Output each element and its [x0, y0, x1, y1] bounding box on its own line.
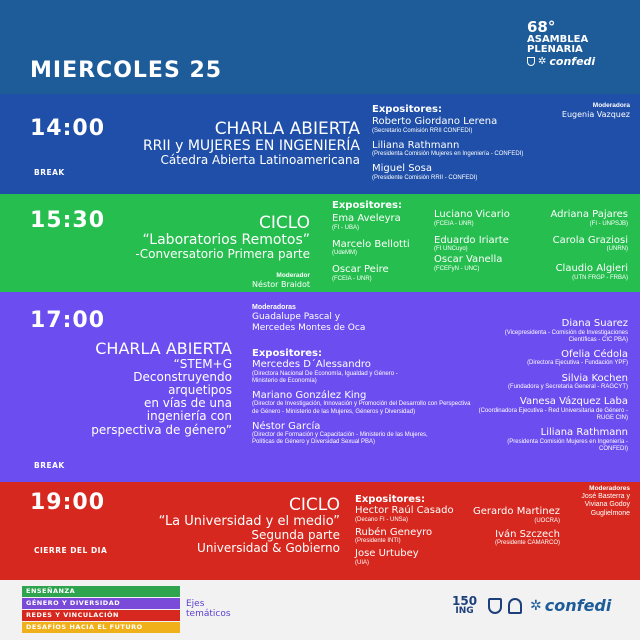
session-time: 14:00: [30, 116, 106, 141]
session-title: [32, 340, 232, 437]
speaker: [372, 140, 562, 159]
session-1400: [0, 94, 640, 194]
speakers-label: Expositores:: [355, 494, 426, 505]
speakers-right: [478, 318, 628, 453]
speaker: [470, 529, 560, 548]
moderator-name: José Basterra y: [581, 492, 630, 500]
speaker-role: (FI UNCuyo): [434, 246, 468, 253]
logo-150-ing: [452, 596, 477, 615]
title-line-1: CHARLA ABIERTA: [95, 339, 232, 358]
speaker: [528, 235, 628, 254]
speaker-role: (Director de Investigación, Innovación y Promoción del Desarrollo con Perspectiva de Género - Ministerio de las Mujeres, Géneros y Diversidad): [252, 401, 471, 415]
session-1530: [0, 194, 640, 292]
session-title: [80, 496, 340, 555]
moderator-name: Néstor Braidot: [252, 279, 310, 289]
speaker-name: Oscar Vanella: [434, 254, 503, 266]
title-line-1: CICLO: [289, 495, 340, 515]
speaker-role: (UdeMM): [332, 250, 357, 257]
logo-150-text: ING: [455, 605, 474, 616]
theme-gender: GÉNERO Y DIVERSIDAD: [22, 598, 180, 609]
speaker-role: (Directora Nacional De Economía, Igualdad y Género - Ministerio de Economía): [252, 370, 398, 384]
speaker-role: (FCEIA - UNR): [434, 220, 474, 227]
moderators: [581, 485, 630, 518]
speaker-name: Oscar Peire: [332, 264, 389, 276]
session-time: 17:00: [30, 308, 106, 333]
logo-line1: ASAMBLEA: [527, 34, 589, 45]
session-1900: [0, 482, 640, 580]
star-icon: ✲: [538, 55, 547, 67]
speaker-role: (Directora Ejecutiva - Fundación YPF): [527, 360, 628, 367]
title-line-4: arquetipos: [168, 382, 232, 397]
moderator-name: Guglielmone: [590, 509, 630, 517]
speaker-role: (UNRN): [606, 246, 628, 253]
moderator: [562, 102, 630, 119]
header-band: [0, 0, 640, 94]
speaker-role: (FI - UBA): [332, 224, 359, 231]
moderator-name: Eugenia Vazquez: [561, 109, 630, 119]
speaker-role: (Presidente INTI): [355, 538, 401, 545]
session-title: [50, 214, 310, 261]
speakers-col-1: [355, 494, 475, 567]
speakers-col-2: [434, 209, 534, 273]
speaker-name: Mariano González King: [252, 389, 367, 401]
logo-150-number: 150: [452, 594, 478, 608]
session-title: [60, 120, 360, 167]
speaker-role: (Secretario Comisión RRII CONFEDI): [372, 127, 473, 134]
close-label: CIERRE DEL DIA: [34, 546, 108, 555]
moderator: [252, 272, 310, 289]
theme-teaching: ENSEÑANZA: [22, 586, 180, 597]
shield-icon: [527, 57, 535, 66]
title-line-3: Cátedra Abierta Latinoamericana: [160, 153, 360, 168]
moderator-name: Viviana Godoy: [584, 501, 630, 509]
speakers-label: Expositores:: [252, 348, 323, 359]
session-1700: [0, 292, 640, 482]
session-time: 15:30: [30, 208, 106, 233]
speaker-name: Claudio Algieri: [555, 263, 628, 275]
speaker-name: Ema Aveleyra: [332, 213, 401, 224]
title-line-1: CHARLA ABIERTA: [214, 119, 360, 139]
footer: [0, 580, 640, 640]
speaker-name: Ofelia Cédola: [561, 348, 628, 360]
speaker-role: (Coordinadora Ejecutiva - Red Universitaria de Género - RUGE CIN): [478, 407, 628, 421]
speaker: [434, 209, 534, 228]
speaker: [332, 264, 432, 283]
speaker-name: Gerardo Martinez: [472, 506, 560, 517]
speakers-left: [252, 348, 482, 447]
title-line-6: ingeniería con: [146, 409, 232, 424]
speaker-role: (Fundadora y Secretaria General - RAGCYT): [507, 384, 628, 391]
speaker: [332, 213, 432, 232]
speaker-role: (UOCRA): [534, 517, 560, 524]
speaker-name: Liliana Rathmann: [372, 139, 460, 151]
speaker-name: Néstor García: [252, 420, 321, 432]
title-line-2: “STEM+G: [173, 356, 232, 371]
speaker: [252, 421, 482, 447]
speaker: [372, 163, 562, 182]
event-logo: [527, 20, 627, 67]
speaker-role: (FI - UNPSJB): [589, 220, 628, 227]
moderator-label: Moderadora: [592, 102, 630, 109]
speaker-role: (Decano FI - UNSa): [355, 516, 409, 523]
speaker-name: Jose Urtubey: [355, 548, 419, 560]
logo-brand-text: confedi: [549, 55, 596, 68]
moderator-label: Moderadoras: [252, 304, 296, 311]
break-label: BREAK: [34, 168, 65, 177]
confedi-logo: [530, 596, 611, 615]
session-time: 19:00: [30, 490, 106, 515]
theme-future: DESAFÍOS HACIA EL FUTURO: [22, 622, 180, 633]
speaker-name: Liliana Rathmann: [540, 427, 628, 439]
title-line-3: Deconstruyendo: [133, 369, 232, 384]
moderator-label: Moderador: [276, 272, 310, 279]
speaker: [252, 359, 482, 385]
day-title: MIERCOLES 25: [30, 58, 223, 83]
speaker-name: Eduardo Iriarte: [434, 234, 509, 246]
theme-list: [22, 586, 180, 633]
speaker-role: (Vicepresidenta - Comisión de Investigaciones Científicas - CIC PBA): [504, 329, 628, 343]
speaker: [528, 209, 628, 228]
speaker: [252, 390, 482, 416]
logo-number: 68°: [527, 18, 556, 36]
speaker: [478, 349, 628, 368]
break-label: BREAK: [34, 461, 65, 470]
speaker-role: (FCEIA - UNR): [332, 275, 372, 282]
title-line-1: CICLO: [259, 213, 310, 233]
star-icon: ✲: [530, 597, 542, 614]
title-line-2: “Laboratorios Remotos”: [142, 231, 310, 248]
speaker-name: Vanesa Vázquez Laba: [519, 396, 628, 408]
confedi-logo-text: confedi: [544, 596, 612, 615]
speakers-col-3: [528, 209, 628, 282]
speaker: [478, 396, 628, 422]
speaker-role: (UIA): [355, 559, 369, 566]
speaker-name: Diana Suarez: [561, 318, 628, 329]
speaker-name: Carola Graziosi: [552, 234, 628, 246]
moderator-name: Guadalupe Pascal y: [252, 312, 341, 323]
themes-caption-line: temáticos: [186, 608, 231, 619]
speaker: [372, 116, 562, 135]
speaker: [434, 235, 534, 254]
speaker-name: Rubén Geneyro: [355, 526, 433, 538]
themes-caption-line: Ejes: [186, 599, 205, 609]
speaker: [478, 373, 628, 392]
speaker-name: Adriana Pajares: [550, 209, 628, 220]
speaker-name: Roberto Giordano Lerena: [372, 116, 498, 127]
speakers-label: Expositores:: [372, 104, 443, 115]
speaker-name: Marcelo Bellotti: [332, 238, 410, 250]
speaker: [434, 254, 534, 273]
speaker-role: (Presidente CAMARCO): [494, 540, 560, 547]
university-seal-icon: [488, 598, 502, 614]
speaker: [355, 548, 475, 567]
moderators: [252, 304, 365, 333]
speaker-role: (FCEFyN - UNC): [434, 265, 480, 272]
speakers-label: Expositores:: [332, 200, 403, 211]
speaker-name: Luciano Vicario: [434, 209, 510, 220]
logo-brand: [527, 56, 627, 67]
speaker-name: Miguel Sosa: [372, 163, 433, 175]
title-line-2: RRII y MUJERES EN INGENIERÍA: [142, 137, 360, 154]
speaker: [332, 239, 432, 258]
speaker-name: Mercedes D´Alessandro: [252, 359, 371, 370]
speaker: [528, 263, 628, 282]
speaker-role: (Director de Formación y Capacitación - Ministerio de las Mujeres, Políticas de Género y Diversidad Sexual PBA): [252, 432, 428, 446]
speaker: [470, 506, 560, 525]
speaker: [478, 427, 628, 453]
speaker-role: (Presidente Comisión RRII - CONFEDI): [372, 174, 478, 181]
speaker-name: Iván Szczech: [495, 528, 560, 540]
shield-logo-icon: [508, 598, 522, 614]
speakers-col-2: [470, 506, 560, 547]
moderator-label: Moderadores: [589, 485, 630, 492]
speaker-name: Hector Raúl Casado: [355, 505, 454, 516]
moderator-name: Mercedes Montes de Oca: [252, 322, 366, 333]
speaker-role: (UTN FRGP - FRBA): [572, 274, 628, 281]
title-line-4: Universidad & Gobierno: [197, 541, 340, 556]
speaker-name: Silvia Kochen: [561, 372, 628, 384]
speakers: [372, 104, 562, 182]
title-line-7: perspectiva de género”: [91, 422, 232, 437]
speakers-col-1: [332, 213, 432, 283]
themes-caption: [186, 600, 231, 620]
speaker: [478, 318, 628, 344]
speaker-role: (Presidenta Comisión Mujeres en Ingeniería - CONFEDI): [372, 151, 524, 158]
title-line-3: Segunda parte: [251, 527, 340, 542]
title-line-2: “La Universidad y el medio”: [158, 513, 340, 529]
speaker-role: (Presidenta Comisión Mujeres en Ingeniería - CONFEDI): [507, 438, 628, 452]
theme-networks: REDES Y VINCULACIÓN: [22, 610, 180, 621]
speaker: [355, 505, 475, 524]
logo-line2: PLENARIA: [527, 44, 583, 55]
speaker: [355, 527, 475, 546]
title-line-5: en vías de una: [143, 396, 232, 411]
title-line-3: -Conversatorio Primera parte: [135, 247, 310, 262]
